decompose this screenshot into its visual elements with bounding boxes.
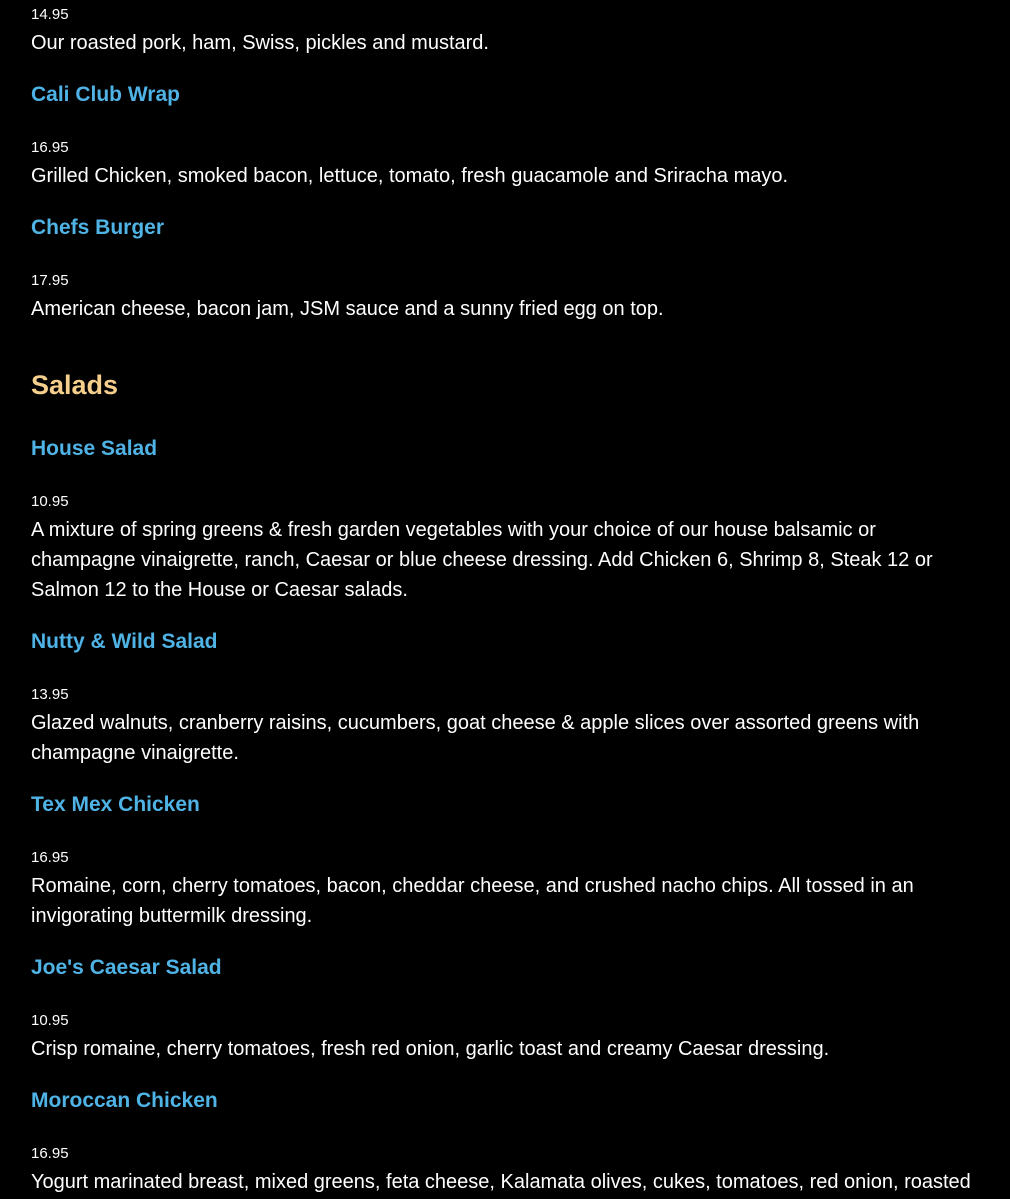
item-description: Yogurt marinated breast, mixed greens, feta cheese, Kalamata olives, cukes, tomatoes, red onion, roasted [31, 1171, 971, 1193]
item-description: Glazed walnuts, cranberry raisins, cucumbers, goat cheese & apple slices over assorted greens with champagne vinaigrette. [31, 712, 920, 764]
menu-item-name[interactable]: Cali Club Wrap [31, 83, 180, 106]
item-price: 17.95 [31, 272, 69, 289]
menu-item-name[interactable]: Tex Mex Chicken [31, 793, 200, 816]
item-description: American cheese, bacon jam, JSM sauce and a sunny fried egg on top. [31, 298, 664, 320]
item-description: Crisp romaine, cherry tomatoes, fresh red onion, garlic toast and creamy Caesar dressing. [31, 1038, 830, 1060]
menu-item-name[interactable]: Chefs Burger [31, 216, 165, 239]
section-title-salads: Salads [31, 370, 119, 400]
item-price: 16.95 [31, 1145, 69, 1162]
item-description: A mixture of spring greens & fresh garden vegetables with your choice of our house balsamic or champagne vinaigrette, ranch, Caesar or blue cheese dressing. Add Chicken 6, Shrimp 8, Steak 12 or Salmon 12 to the House or Caesar salads. [31, 519, 933, 601]
item-description: Grilled Chicken, smoked bacon, lettuce, tomato, fresh guacamole and Sriracha mayo. [31, 165, 789, 187]
item-price: 10.95 [31, 493, 69, 510]
item-price: 14.95 [31, 6, 69, 23]
item-price: 16.95 [31, 849, 69, 866]
item-description: Romaine, corn, cherry tomatoes, bacon, cheddar cheese, and crushed nacho chips. All tossed in an invigorating buttermilk dressing. [31, 875, 914, 927]
item-price: 13.95 [31, 686, 69, 703]
menu-item-name[interactable]: House Salad [31, 437, 158, 460]
item-price: 16.95 [31, 139, 69, 156]
item-description: Our roasted pork, ham, Swiss, pickles and mustard. [31, 32, 489, 54]
item-price: 10.95 [31, 1012, 69, 1029]
menu-item-name[interactable]: Nutty & Wild Salad [31, 630, 218, 653]
menu-item-name[interactable]: Joe's Caesar Salad [31, 956, 222, 979]
menu-item-name[interactable]: Moroccan Chicken [31, 1089, 218, 1112]
